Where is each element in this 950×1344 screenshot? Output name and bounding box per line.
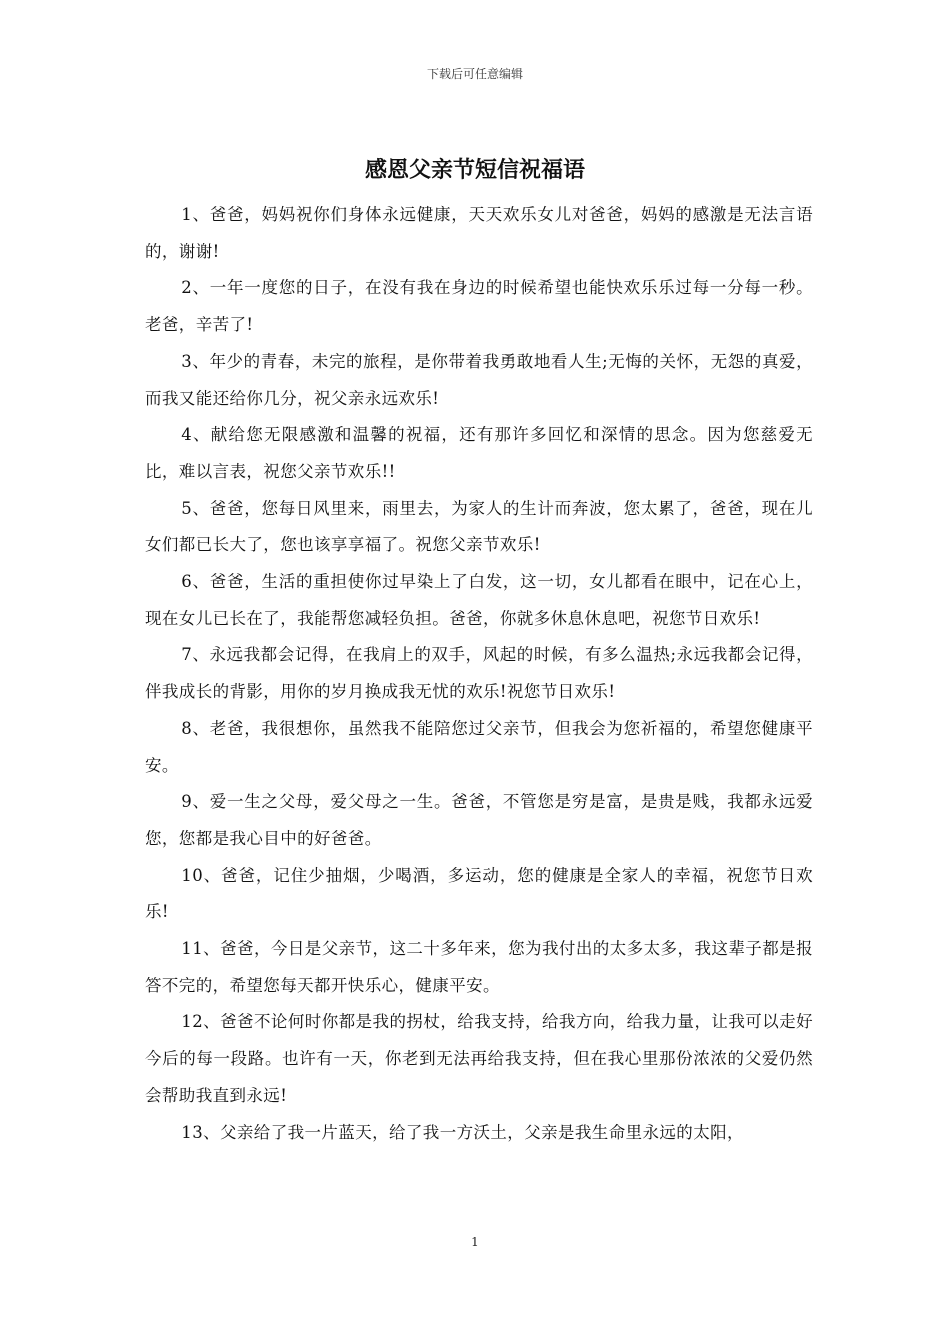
paragraph: 12、爸爸不论何时你都是我的拐杖，给我支持，给我方向，给我力量，让我可以走好今后的每一段路。也许有一天，你老到无法再给我支持，但在我心里那份浓浓的父爱仍然会帮助我直到永远! [145, 1012, 813, 1105]
paragraph: 7、永远我都会记得，在我肩上的双手，风起的时候，有多么温热;永远我都会记得，伴我成长的背影，用你的岁月换成我无忧的欢乐!祝您节日欢乐! [145, 645, 813, 702]
paragraph: 13、父亲给了我一片蓝天，给了我一方沃土，父亲是我生命里永远的太阳， [181, 1122, 744, 1142]
paragraph: 2、一年一度您的日子，在没有我在身边的时候希望也能快欢乐乐过每一分每一秒。老爸，辛苦了! [145, 278, 813, 335]
paragraph: 6、爸爸，生活的重担使你过早染上了白发，这一切，女儿都看在眼中，记在心上，现在女儿已长在了，我能帮您减轻负担。爸爸，你就多休息休息吧，祝您节日欢乐! [145, 572, 813, 628]
paragraph: 10、爸爸，记住少抽烟，少喝酒，多运动，您的健康是全家人的幸福，祝您节日欢乐! [145, 865, 813, 922]
paragraph: 11、爸爸，今日是父亲节，这二十多年来，您为我付出的太多太多，我这辈子都是报答不完的，希望您每天都开快乐心，健康平安。 [145, 939, 813, 995]
document-title: 感恩父亲节短信祝福语 [364, 157, 585, 183]
page-number: 1 [471, 1235, 479, 1249]
paragraph: 1、爸爸，妈妈祝你们身体永远健康，天天欢乐女儿对爸爸，妈妈的感激是无法言语的，谢谢! [145, 205, 813, 261]
paragraph: 4、献给您无限感激和温馨的祝福，还有那许多回忆和深情的思念。因为您慈爱无比，难以言表，祝您父亲节欢乐!! [145, 425, 813, 481]
paragraph: 5、爸爸，您每日风里来，雨里去，为家人的生计而奔波，您太累了，爸爸，现在儿女们都已长大了，您也该享享福了。祝您父亲节欢乐! [145, 498, 813, 555]
paragraph: 9、爱一生之父母，爱父母之一生。爸爸，不管您是穷是富，是贵是贱，我都永远爱您，您都是我心目中的好爸爸。 [145, 792, 813, 848]
header-note: 下载后可任意编辑 [426, 67, 523, 81]
paragraph: 8、老爸，我很想你，虽然我不能陪您过父亲节，但我会为您祈福的，希望您健康平安。 [145, 718, 813, 775]
paragraph: 3、年少的青春，未完的旅程，是你带着我勇敢地看人生;无悔的关怀，无怨的真爱，而我又能还给你几分，祝父亲永远欢乐! [145, 351, 813, 408]
document-body [145, 197, 813, 1151]
